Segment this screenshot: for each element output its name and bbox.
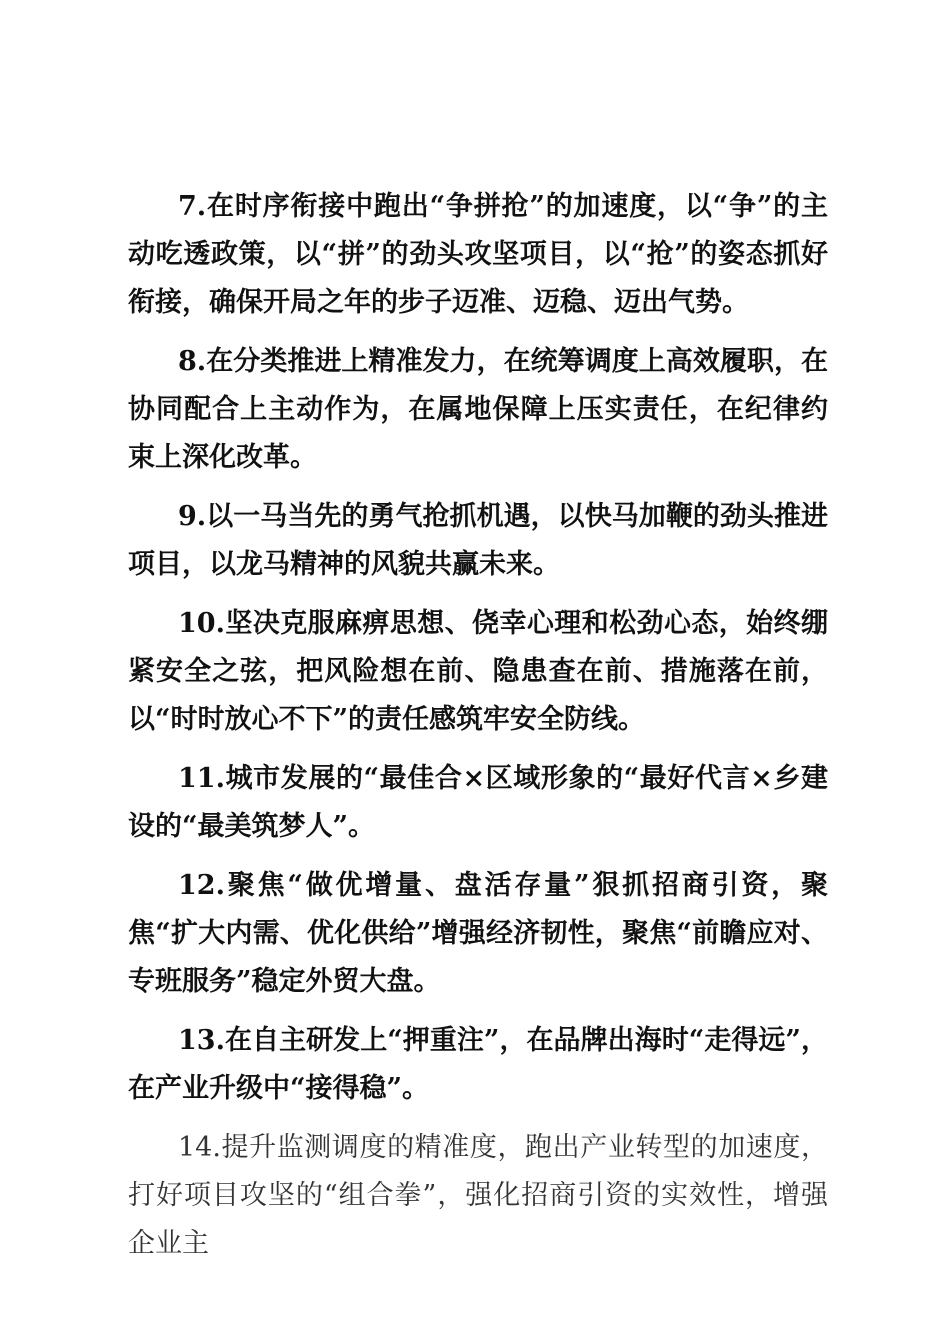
paragraph-11: 11.城市发展的“最佳合×区域形象的“最好代言×乡建设的“最美筑梦人”。 <box>128 763 828 842</box>
paragraph-10: 10.坚决克服麻痹思想、侥幸心理和松劲心态，始终绷紧安全之弦，把风险想在前、隐患查在前、措施落在前，以“时时放心不下”的责任感筑牢安全防线。 <box>128 608 828 735</box>
paragraph-13: 13.在自主研发上“押重注”，在品牌出海时“走得远”，在产业升级中“接得稳”。 <box>128 1025 828 1104</box>
paragraph-9: 9.以一马当先的勇气抢抓机遇，以快马加鞭的劲头推进项目，以龙马精神的风貌共赢未来。 <box>128 501 828 580</box>
document-body <box>128 183 828 1279</box>
paragraph-14: 14.提升监测调度的精准度，跑出产业转型的加速度，打好项目攻坚的“组合拳”，强化招商引资的实效性，增强企业主 <box>128 1132 828 1259</box>
paragraph-8: 8.在分类推进上精准发力，在统筹调度上高效履职，在协同配合上主动作为，在属地保障上压实责任，在纪律约束上深化改革。 <box>128 346 828 473</box>
paragraph-7: 7.在时序衔接中跑出“争拼抢”的加速度，以“争”的主动吃透政策，以“拼”的劲头攻坚项目，以“抢”的姿态抓好衔接，确保开局之年的步子迈准、迈稳、迈出气势。 <box>128 191 828 318</box>
paragraph-12: 12.聚焦“做优增量、盘活存量”狠抓招商引资，聚焦“扩大内需、优化供给”增强经济韧性，聚焦“前瞻应对、专班服务”稳定外贸大盘。 <box>128 870 828 997</box>
